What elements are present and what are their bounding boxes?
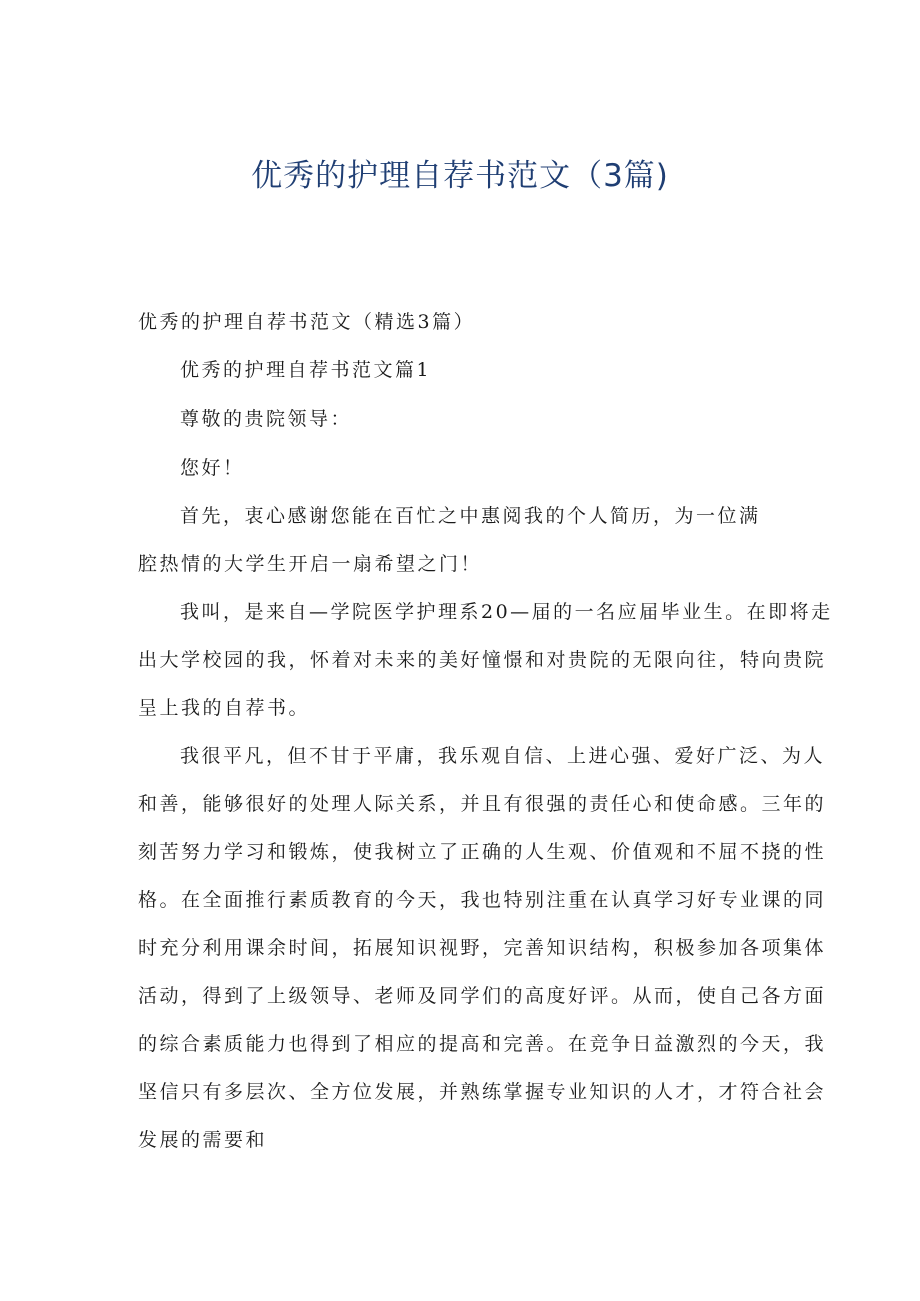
paragraph-line: 呈上我的自荐书。 (138, 697, 311, 719)
salutation: 尊敬的贵院领导： (180, 408, 353, 430)
section-heading: 优秀的护理自荐书范文篇1 (180, 359, 432, 381)
paragraph-line: 刻苦努力学习和锻炼，使我树立了正确的人生观、价值观和不屈不挠的性 (138, 841, 827, 863)
paragraph-line: 的综合素质能力也得到了相应的提高和完善。在竞争日益激烈的今天，我 (138, 1033, 827, 1055)
paragraph-line: 我叫，是来自—学院医学护理系20—届的一名应届毕业生。在即将走 (180, 601, 833, 623)
subtitle-line: 优秀的护理自荐书范文（精选3篇） (138, 311, 476, 333)
paragraph-line: 首先，衷心感谢您能在百忙之中惠阅我的个人简历，为一位满 (180, 505, 761, 527)
paragraph-line: 活动，得到了上级领导、老师及同学们的高度好评。从而，使自己各方面 (138, 985, 827, 1007)
document-title: 优秀的护理自荐书范文（3篇) (251, 158, 669, 194)
paragraph-line: 发展的需要和 (138, 1129, 268, 1151)
paragraph-line: 和善，能够很好的处理人际关系，并且有很强的责任心和使命感。三年的 (138, 793, 827, 815)
paragraph-line: 腔热情的大学生开启一扇希望之门！ (138, 553, 483, 575)
paragraph-line: 我很平凡，但不甘于平庸，我乐观自信、上进心强、爱好广泛、为人 (180, 745, 826, 767)
greeting: 您好！ (180, 457, 245, 479)
paragraph-line: 出大学校园的我，怀着对未来的美好憧憬和对贵院的无限向往，特向贵院 (138, 649, 827, 671)
paragraph-line: 时充分利用课余时间，拓展知识视野，完善知识结构，积极参加各项集体 (138, 937, 827, 959)
paragraph-line: 格。在全面推行素质教育的今天，我也特别注重在认真学习好专业课的同 (138, 889, 827, 911)
paragraph-line: 坚信只有多层次、全方位发展，并熟练掌握专业知识的人才，才符合社会 (138, 1081, 827, 1103)
